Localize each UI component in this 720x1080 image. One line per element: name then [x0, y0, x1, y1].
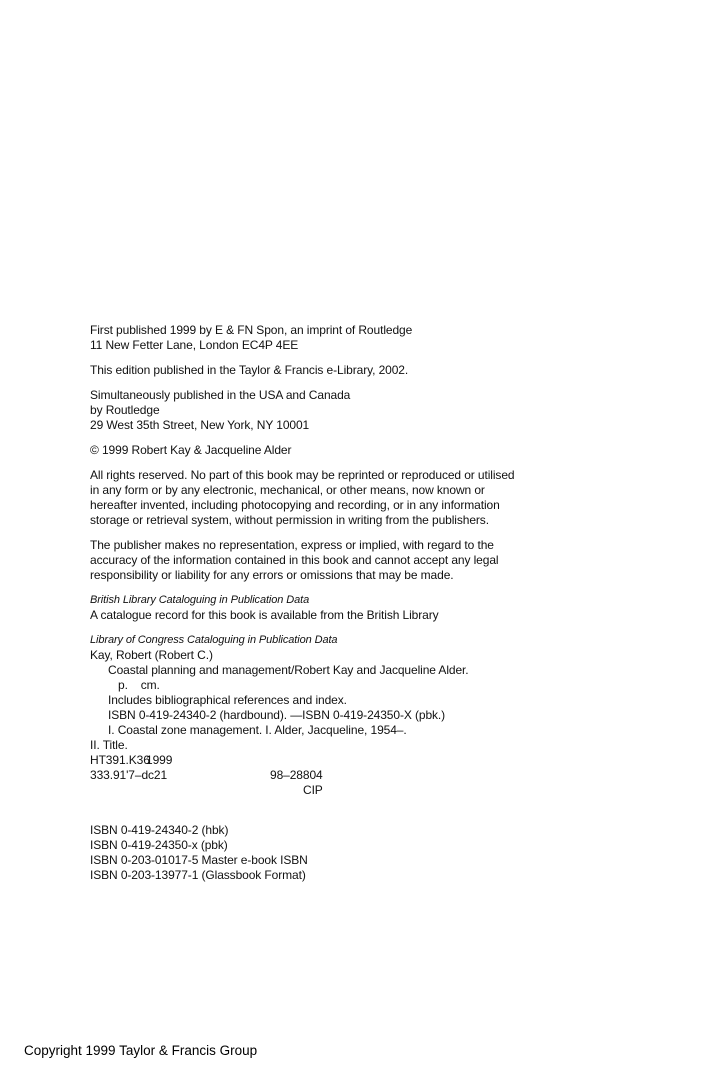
rights-line: All rights reserved. No part of this book may be reprinted or reproduced or utilised — [90, 468, 515, 482]
isbn-line: ISBN 0-419-24340-2 (hbk) — [90, 823, 229, 837]
british-library-heading: British Library Cataloguing in Publication Data — [90, 594, 310, 606]
loc-author: Kay, Robert (Robert C.) — [90, 648, 213, 662]
by-line: by Routledge — [90, 403, 160, 417]
loc-includes: Includes bibliographical references and index. — [108, 693, 347, 707]
loc-call-year: 1999 — [146, 753, 173, 767]
isbn-line: ISBN 0-419-24350-x (pbk) — [90, 838, 228, 852]
british-library-block — [90, 593, 650, 623]
publisher-address: 11 New Fetter Lane, London EC4P 4EE — [90, 338, 299, 352]
rights-line: in any form or by any electronic, mechanical, or other means, now known or — [90, 483, 485, 497]
loc-call-number: HT391.K36 — [90, 753, 150, 767]
loc-cip-row — [90, 783, 650, 798]
rights-line: hereafter invented, including photocopying and recording, or in any information — [90, 498, 500, 512]
us-address: 29 West 35th Street, New York, NY 10001 — [90, 418, 310, 432]
edition-block — [90, 363, 650, 378]
loc-cip: CIP — [303, 783, 323, 797]
isbn-block — [90, 823, 650, 883]
rights-line: storage or retrieval system, without permission in writing from the publishers. — [90, 513, 489, 527]
us-publication-block — [90, 388, 650, 433]
isbn-line: ISBN 0-203-01017-5 Master e-book ISBN — [90, 853, 308, 867]
first-published-line: First published 1999 by E & FN Spon, an imprint of Routledge — [90, 323, 413, 337]
rights-block — [90, 468, 650, 528]
edition-note: This edition published in the Taylor & Francis e-Library, 2002. — [90, 363, 409, 377]
loc-heading: Library of Congress Cataloguing in Publication Data — [90, 634, 338, 646]
loc-title: II. Title. — [90, 738, 128, 752]
loc-dewey-row — [90, 768, 650, 783]
loc-call-number-row — [90, 753, 650, 768]
simultaneous-line: Simultaneously published in the USA and Canada — [90, 388, 351, 402]
disclaimer-line: accuracy of the information contained in this book and cannot accept any legal — [90, 553, 499, 567]
british-library-record: A catalogue record for this book is available from the British Library — [90, 608, 439, 622]
loc-pcm: p. cm. — [118, 678, 160, 692]
copyright-line: © 1999 Robert Kay & Jacqueline Alder — [90, 443, 292, 457]
copyright-page — [90, 323, 650, 893]
loc-subjects: I. Coastal zone management. I. Alder, Jacqueline, 1954–. — [108, 723, 407, 737]
disclaimer-line: responsibility or liability for any errors or omissions that may be made. — [90, 568, 454, 582]
loc-lccn: 98–28804 — [270, 768, 323, 782]
disclaimer-block — [90, 538, 650, 583]
loc-isbn-line: ISBN 0-419-24340-2 (hardbound). —ISBN 0-419-24350-X (pbk.) — [108, 708, 446, 722]
publisher-block — [90, 323, 650, 353]
loc-dewey: 333.91'7–dc21 — [90, 768, 168, 782]
footer-copyright: Copyright 1999 Taylor & Francis Group — [24, 1043, 258, 1058]
loc-title-line: Coastal planning and management/Robert Kay and Jacqueline Alder. — [108, 663, 469, 677]
copyright-block — [90, 443, 650, 458]
loc-block — [90, 633, 650, 798]
isbn-line: ISBN 0-203-13977-1 (Glassbook Format) — [90, 868, 306, 882]
disclaimer-line: The publisher makes no representation, express or implied, with regard to the — [90, 538, 494, 552]
